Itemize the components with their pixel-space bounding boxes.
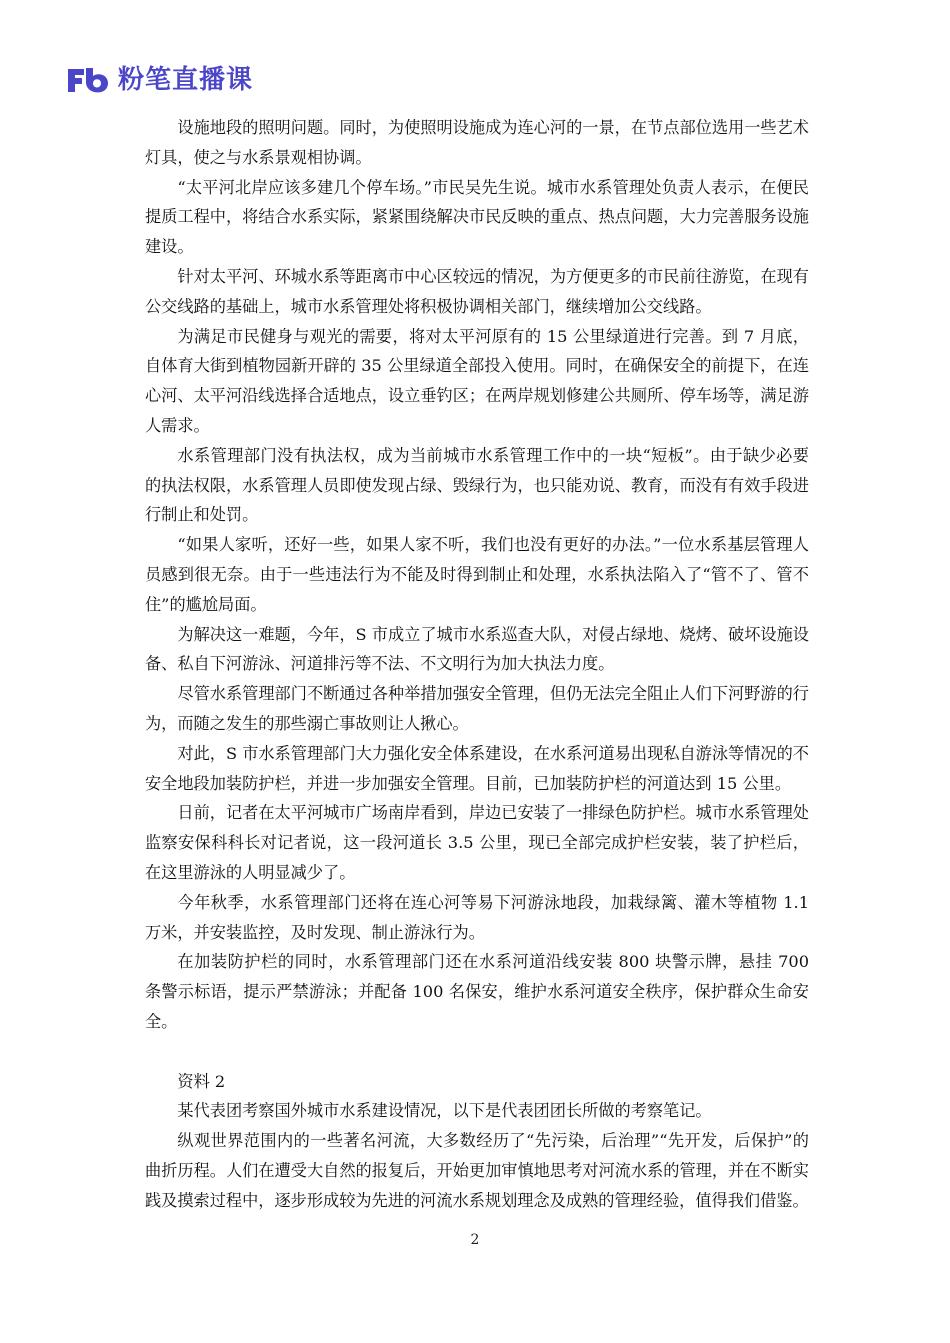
paragraph: 今年秋季，水系管理部门还将在连心河等易下河游泳地段，加栽绿篱、灌木等植物 1.1 万米，并安装监控，及时发现、制止游泳行为。 [145,892,809,942]
page-number: 2 [470,1232,480,1248]
paragraph: 为满足市民健身与观光的需要，将对太平河原有的 15 公里绿道进行完善。到 7 月底，自体育大街到植物园新开辟的 35 公里绿道全部投入使用。同时，在确保安全的前提下，在连心河、太平河沿线选择合适地点，设立垂钓区；在两岸规划修建公共厕所、停车场等，满足游人需求。 [145,326,809,435]
paragraph: 对此，S 市水系管理部门大力强化安全体系建设，在水系河道易出现私自游泳等情况的不安全地段加装防护栏，并进一步加强安全管理。目前，已加装防护栏的河道达到 15 公里。 [145,743,809,793]
paragraph: 某代表团考察国外城市水系建设情况，以下是代表团团长所做的考察笔记。 [177,1101,712,1121]
paragraph: “太平河北岸应该多建几个停车场。”市民吴先生说。城市水系管理处负责人表示，在便民提质工程中，将结合水系实际，紧紧围绕解决市民反映的重点、热点问题，大力完善服务设施建设。 [145,177,809,257]
section-heading: 资料 2 [177,1071,226,1091]
paragraph: 设施地段的照明问题。同时，为使照明设施成为连心河的一景，在节点部位选用一些艺术灯具，使之与水系景观相协调。 [145,118,809,167]
brand-name: 粉笔直播课 [118,65,254,95]
fb-logo-icon [66,65,110,95]
paragraph: “如果人家听，还好一些，如果人家不听，我们也没有更好的办法。”一位水系基层管理人员感到很无奈。由于一些违法行为不能及时得到制止和处理，水系执法陷入了“管不了、管不住”的尴尬局面。 [145,535,809,614]
brand-logo [66,62,253,98]
paragraph: 纵观世界范围内的一些著名河流，大多数经历了“先污染，后治理”“先开发，后保护”的曲折历程。人们在遭受大自然的报复后，开始更加审慎地思考对河流水系的管理，并在不断实践及摸索过程中，逐步形成较为先进的河流水系规划理念及成熟的管理经验，值得我们借鉴。 [145,1131,809,1210]
paragraph: 尽管水系管理部门不断通过各种举措加强安全管理，但仍无法完全阻止人们下河野游的行为，而随之发生的那些溺亡事故则让人揪心。 [145,684,809,733]
paragraph: 日前，记者在太平河城市广场南岸看到，岸边已安装了一排绿色防护栏。城市水系管理处监察安保科科长对记者说，这一段河道长 3.5 公里，现已全部完成护栏安装，装了护栏后，在这里游泳的人明显减少了。 [145,803,809,882]
paragraph: 在加装防护栏的同时，水系管理部门还在水系河道沿线安装 800 块警示牌，悬挂 700 条警示标语，提示严禁游泳；并配备 100 名保安，维护水系河道安全秩序，保护群众生命安全。 [145,952,809,1031]
paragraph: 水系管理部门没有执法权，成为当前城市水系管理工作中的一块“短板”。由于缺少必要的执法权限，水系管理人员即使发现占绿、毁绿行为，也只能劝说、教育，而没有有效手段进行制止和处罚。 [145,445,809,525]
paragraph: 为解决这一难题，今年，S 市成立了城市水系巡查大队，对侵占绿地、烧烤、破坏设施设备、私自下河游泳、河道排污等不法、不文明行为加大执法力度。 [145,624,809,674]
paragraph: 针对太平河、环城水系等距离市中心区较远的情况，为方便更多的市民前往游览，在现有公交线路的基础上，城市水系管理处将积极协调相关部门，继续增加公交线路。 [145,266,809,316]
document-body [145,113,809,1215]
